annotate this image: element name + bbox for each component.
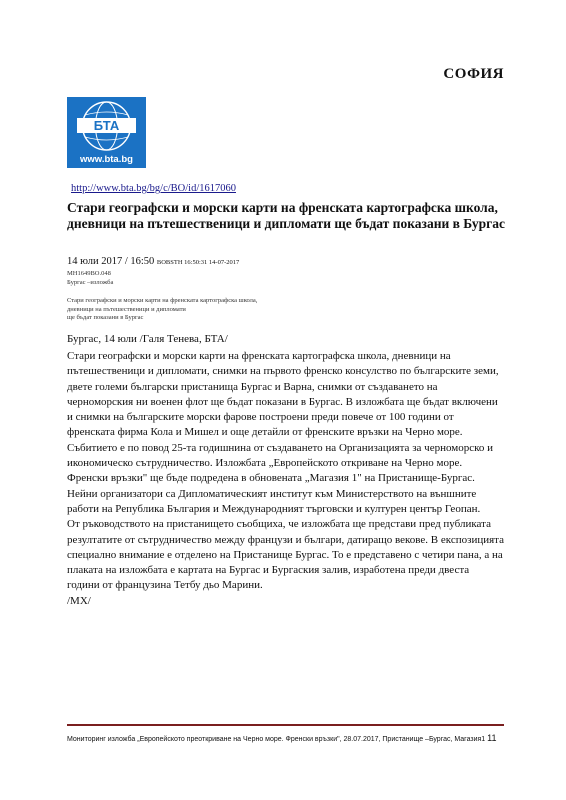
article-date: 14 юли 2017 / 16:50	[67, 256, 155, 267]
summary-line: Стари географски и морски карти на френската картографска школа,	[67, 297, 258, 304]
body-signature: /МХ/	[67, 594, 91, 607]
logo-site: www.bta.bg	[80, 154, 133, 165]
footer-text: Мониторинг изложба „Европейското преоткриване на Черно море. Френски връзки", 28.07.2017, Пристанище –Бургас, Магазия1	[67, 736, 486, 743]
body-paragraph: От ръководството на пристанището съобщиха, че изложбата ще представи пред публиката резултатите от сътрудничество между французи и българи, датиращо векове. В експозицията специално внимание е отделено на Пристанище Бургас. То е представено с четири пана, а на плаката на изложбата е картата на Бургас и Бургаския залив, изработена преди двеста години от французина Тетбу дьо Марини.	[67, 518, 504, 592]
summary-line: ще бъдат показани в Бургас	[67, 314, 144, 321]
article-tag: Бургас –изложба	[67, 279, 114, 286]
article-link[interactable]: http://www.bta.bg/bg/c/BO/id/1617060	[71, 183, 236, 194]
logo-letters: БТА	[93, 118, 120, 133]
article-summary	[67, 297, 297, 323]
bta-logo	[67, 97, 146, 168]
page-footer	[67, 733, 504, 743]
article-byline: Бургас, 14 юли /Галя Тенева, БТА/	[67, 333, 228, 345]
article-meta	[67, 256, 239, 267]
article-headline: Стари географски и морски карти на френската картографска школа, дневници на пътешественици и дипломати ще бъдат показани в Бургас	[67, 200, 506, 231]
footer-divider	[67, 724, 504, 726]
body-paragraph: Стари географски и морски карти на френската картографска школа, дневници на пътешественици и дипломати, снимки на първото френско консулство по българските земи, двете големи български пристанища Бургас и Варна, снимки от създаването на черноморския ни военен флот ще бъдат показани в Бургас. В изложбата ще бъдат включени и снимки на българските морски фарове построени преди повече от 100 години от френската фирма Кола и Мишел и още детайли от френските връзки на Черно море. Събитието е по повод 25-та годишнина от създаването на Организацията за черноморско и икономическо сътрудничество. Изложбата „Европейското откриване на Черно море. Френски връзки" ще бъде подредена в обновената „Магазия 1" на Пристанище-Бургас. Нейни организатори са Дипломатическият институт към Министерството на външните работи на Република България и Международният търговски и културен център Геопан.	[67, 350, 499, 515]
article-body	[67, 349, 504, 609]
article-system-stamp: BOBSTH 16:50:31 14-07-2017	[156, 259, 240, 266]
summary-line: дневници на пътешественици и дипломати	[67, 305, 186, 313]
page-number: 11	[487, 733, 497, 743]
city-heading: СОФИЯ	[443, 66, 504, 82]
article-code: MH1649BO.048	[67, 270, 111, 277]
